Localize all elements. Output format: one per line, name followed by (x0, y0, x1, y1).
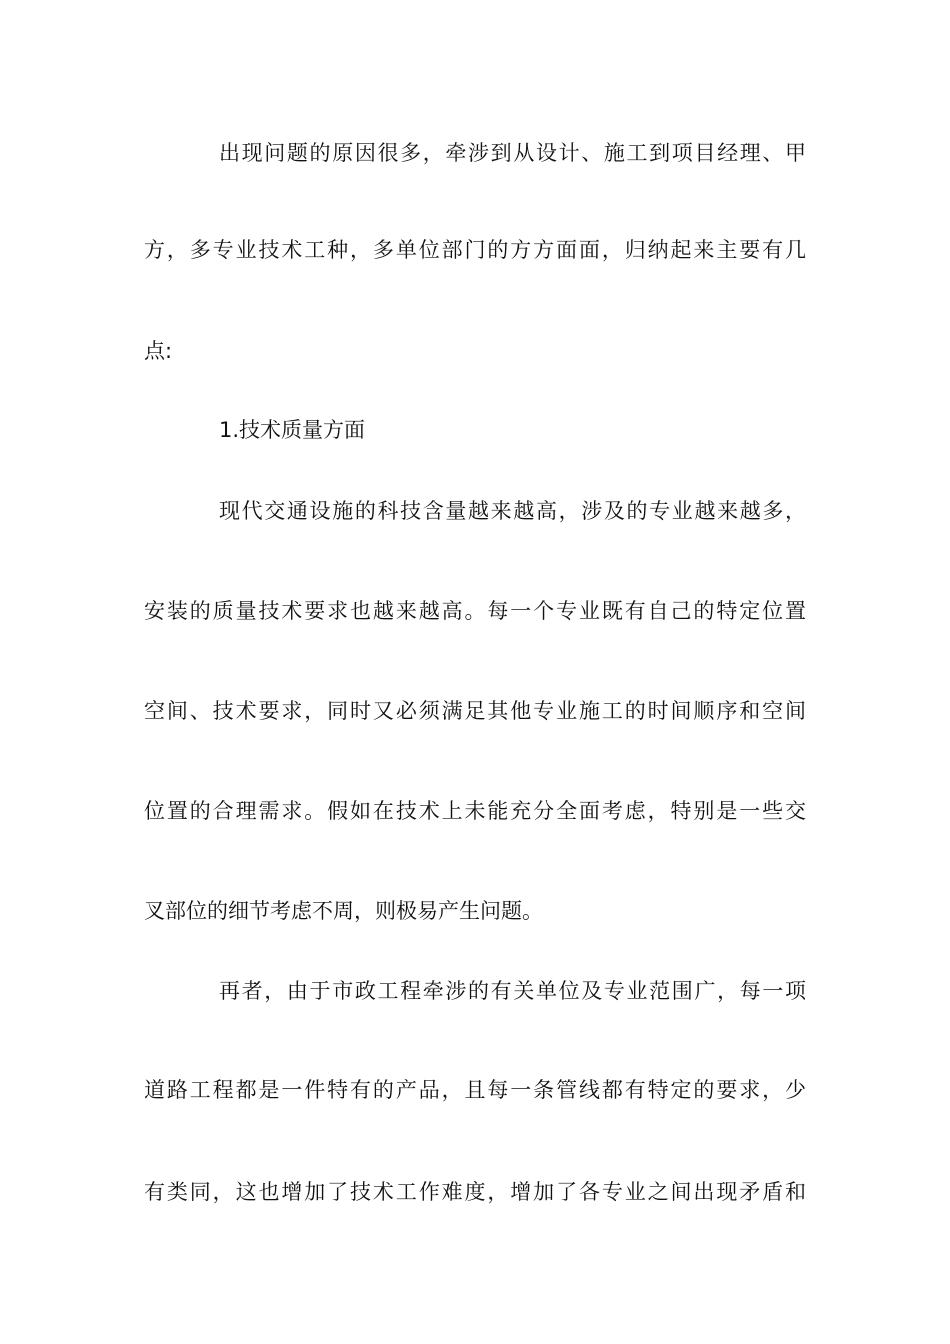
paragraph-1-line-3: 点: (144, 339, 173, 363)
paragraph-2-line-5: 叉部位的细节考虑不周，则极易产生问题。 (144, 899, 543, 923)
paragraph-2-line-1: 现代交通设施的科技含量越来越高，涉及的专业越来越多， (219, 499, 806, 523)
paragraph-1-line-1: 出现问题的原因很多，牵涉到从设计、施工到项目经理、甲 (219, 141, 806, 165)
paragraph-2-line-3: 空间、技术要求，同时又必须满足其他专业施工的时间顺序和空间 (144, 699, 806, 723)
paragraph-3-line-2: 道路工程都是一件特有的产品，且每一条管线都有特定的要求，少 (144, 1078, 806, 1102)
paragraph-3-line-3: 有类同，这也增加了技术工作难度，增加了各专业之间出现矛盾和 (144, 1180, 806, 1204)
paragraph-1-line-2: 方，多专业技术工种，多单位部门的方方面面，归纳起来主要有几 (144, 238, 806, 262)
paragraph-2-line-2: 安装的质量技术要求也越来越高。每一个专业既有自己的特定位置 (144, 599, 806, 623)
paragraph-2-line-4: 位置的合理需求。假如在技术上未能充分全面考虑，特别是一些交 (144, 799, 806, 823)
section-heading: 1.技术质量方面 (219, 418, 366, 442)
paragraph-3-line-1: 再者，由于市政工程牵涉的有关单位及专业范围广，每一项 (219, 979, 806, 1003)
